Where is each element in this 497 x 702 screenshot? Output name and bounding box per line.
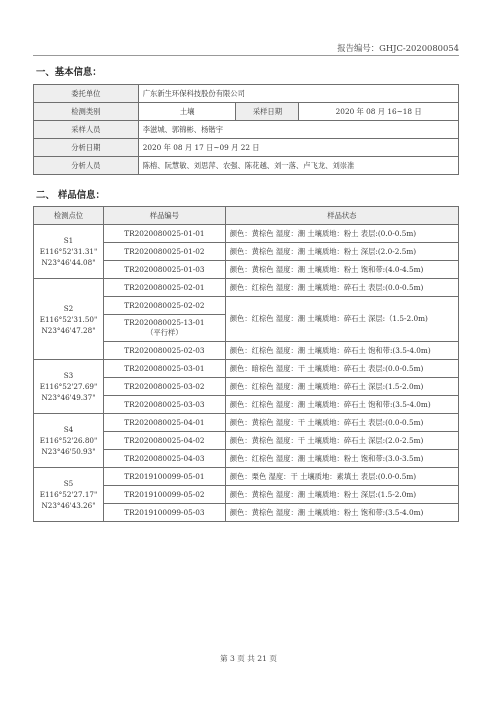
point-cell [34,468,104,522]
table-row [34,279,459,297]
table-row [34,103,459,121]
point-longitude: E116°52'27.17" [39,490,98,499]
table-row [34,139,459,157]
sample-status: 颜色：红棕色 湿度：潮 土壤质地：碎石土 深层:(1.5-2.0m) [225,378,458,396]
sample-id: TR2020080025-04-02 [103,432,225,450]
sample-status: 颜色：黄棕色 湿度：潮 土壤质地：粉土 表层:(0.0-0.5m) [225,225,458,243]
sample-id: TR2020080025-01-02 [103,243,225,261]
sample-id: TR2019100099-05-03 [103,504,225,522]
sample-status: 颜色：栗色 湿度：干 土壤质地：素填土 表层:(0.0-0.5m) [225,468,458,486]
sampler-label: 采样人员 [34,121,139,139]
table-row [34,414,459,432]
point-cell [34,360,104,414]
page-number: 第 3 页 共 21 页 [220,654,277,663]
table-row [34,225,459,243]
type-label: 检测类别 [34,103,139,121]
sample-id-parallel [103,315,225,342]
col-point-header: 检测点位 [34,207,104,225]
table-row [34,157,459,175]
sample-id: TR2020080025-04-03 [103,450,225,468]
point-cell [34,414,104,468]
sample-id: TR2020080025-03-03 [103,396,225,414]
point-latitude: N23°46'44.08" [41,258,96,267]
analyst-label: 分析人员 [34,157,139,175]
sample-status: 颜色：黄棕色 湿度：干 土壤质地：碎石土 表层:(0.0-0.5m) [225,414,458,432]
table-row [34,85,459,103]
point-longitude: E116°52'31.31" [39,247,98,256]
sample-id: TR2020080025-01-01 [103,225,225,243]
sample-id: TR2020080025-03-01 [103,360,225,378]
point-name: S4 [63,425,74,434]
point-longitude: E116°52'26.80" [39,436,98,445]
sample-status: 颜色：红棕色 湿度：潮 土壤质地：碎石土 饱和带:(3.5-4.0m) [225,396,458,414]
sample-status: 颜色：暗棕色 湿度：干 土壤质地：碎石土 表层:(0.0-0.5m) [225,360,458,378]
point-name: S2 [63,303,74,313]
analysis-date-label: 分析日期 [34,139,139,157]
basic-info-table [33,84,459,175]
sample-id: TR2020080025-02-02 [103,297,225,315]
sample-id: TR2020080025-01-03 [103,261,225,279]
point-name: S1 [63,236,74,245]
type-value: 土壤 [138,103,236,121]
sample-id: TR2020080025-03-02 [103,378,225,396]
sampler-value: 李滋城、郭锦彬、杨锴宇 [138,121,458,139]
table-row [34,121,459,139]
point-latitude: N23°46'43.26" [41,501,96,510]
point-longitude: E116°52'27.69" [39,382,98,391]
report-number: 报告编号：GHJC-2020080054 [337,43,459,53]
point-name: S5 [63,479,74,488]
point-latitude: N23°46'47.28" [41,325,96,335]
col-id-header: 样品编号 [103,207,225,225]
sample-id: TR2020080025-04-01 [103,414,225,432]
col-status-header: 样品状态 [225,207,458,225]
sample-status: 颜色：红棕色 湿度：潮 土壤质地：碎石土 表层:(0.0-0.5m) [225,279,458,297]
section-2-title: 二、 样品信息： [36,190,105,201]
sample-id: TR2019100099-05-01 [103,468,225,486]
sample-status: 颜色：黄棕色 湿度：潮 土壤质地：粉土 深层:(1.5-2.0m) [225,486,458,504]
sample-id: TR2020080025-02-03 [103,342,225,360]
point-latitude: N23°46'50.93" [41,447,96,456]
analyst-value: 陈榕、阮慧敏、刘思萍、农强、陈花越、刘一落、卢飞龙、刘崇准 [138,157,458,175]
table-row [34,360,459,378]
point-cell [34,225,104,279]
client-label: 委托单位 [34,85,139,103]
sample-id: TR2020080025-13-01 [124,318,205,327]
section-1-title: 一、基本信息： [36,67,102,78]
date-value: 2020 年 08 月 16~18 日 [299,103,459,121]
table-header-row [34,207,459,225]
analysis-date-value: 2020 年 08 月 17 日~09 月 22 日 [138,139,458,157]
sample-status: 颜色：黄棕色 湿度：潮 土壤质地：粉土 饱和带:(4.0-4.5m) [225,261,458,279]
sample-id: TR2020080025-02-01 [103,279,225,297]
sample-id: TR2019100099-05-02 [103,486,225,504]
sample-info-table [33,206,459,522]
header-divider [33,55,459,56]
sample-status: 颜色：红棕色 湿度：潮 土壤质地：碎石土 深层:（1.5-2.0m) [225,297,458,342]
sample-status: 颜色：黄棕色 湿度：干 土壤质地：碎石土 深层:(2.0-2.5m) [225,432,458,450]
point-longitude: E116°52'31.50" [39,314,98,324]
sample-status: 颜色：红棕色 湿度：潮 土壤质地：粉土 饱和带:(3.0-3.5m) [225,450,458,468]
point-latitude: N23°46'49.37" [41,393,96,402]
point-cell [34,279,104,360]
sample-status: 颜色：黄棕色 湿度：潮 土壤质地：粉土 深层:(2.0-2.5m) [225,243,458,261]
parallel-sample-note: （平行样） [146,328,183,337]
table-row [34,468,459,486]
sample-status: 颜色：红棕色 湿度：潮 土壤质地：碎石土 饱和带:(3.5-4.0m) [225,342,458,360]
point-name: S3 [63,371,74,380]
date-label: 采样日期 [236,103,299,121]
sample-status: 颜色：黄棕色 湿度：潮 土壤质地：粉土 饱和带:(3.5-4.0m) [225,504,458,522]
client-value: 广东新生环保科技股份有限公司 [138,85,458,103]
